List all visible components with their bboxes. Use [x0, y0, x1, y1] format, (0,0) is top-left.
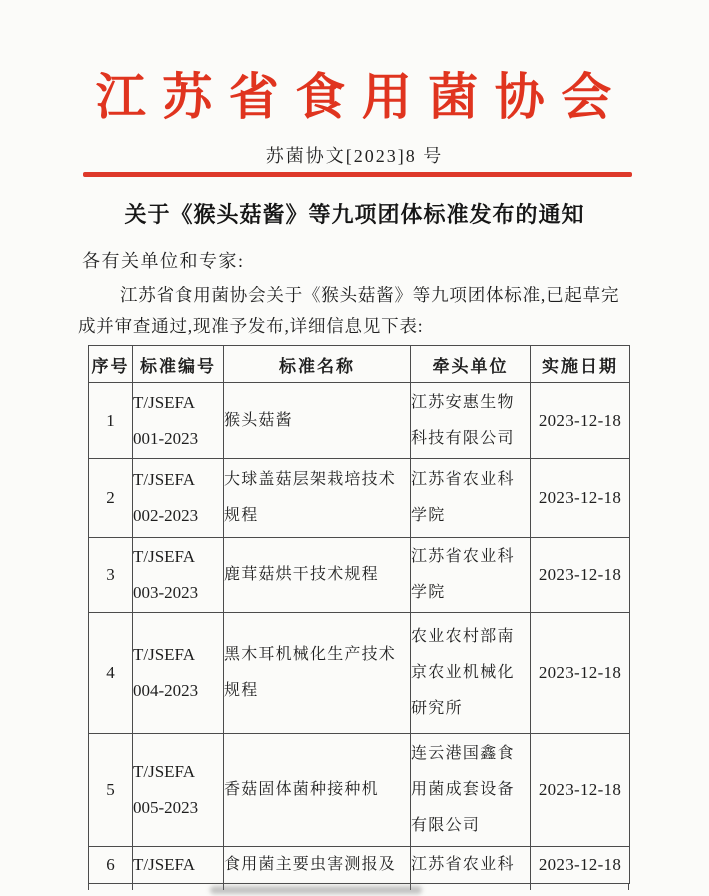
- standards-table: [88, 345, 630, 884]
- cell-serial-number: 4: [89, 613, 133, 734]
- cell-serial-number: 6: [89, 847, 133, 884]
- cell-standard-name: 黑木耳机械化生产技术规程: [224, 613, 411, 734]
- cell-serial-number: 5: [89, 734, 133, 847]
- cell-implementation-date: 2023-12-18: [531, 847, 630, 884]
- cell-lead-unit: 江苏安惠生物科技有限公司: [411, 383, 531, 459]
- body-paragraph: [78, 280, 638, 342]
- table-row: [89, 613, 630, 734]
- cell-serial-number: 2: [89, 459, 133, 538]
- cell-implementation-date: 2023-12-18: [531, 613, 630, 734]
- cell-standard-name: 鹿茸菇烘干技术规程: [224, 538, 411, 613]
- header-cell-name: 标准名称: [224, 346, 411, 383]
- cell-lead-unit: 江苏省农业科学院: [411, 459, 531, 538]
- standard-code-line2: 004-2023: [133, 681, 199, 700]
- table-row: [89, 459, 630, 538]
- header-cell-unit: 牵头单位: [411, 346, 531, 383]
- salutation: 各有关单位和专家:: [82, 251, 245, 271]
- org-title: 江 苏 省 食 用 菌 协 会: [95, 69, 614, 125]
- cell-standard-code: [133, 734, 224, 847]
- standard-code-line2: 003-2023: [133, 583, 199, 602]
- standard-code-line1: T/JSEFA: [133, 392, 196, 412]
- header-cell-no: 序号: [89, 346, 133, 383]
- cell-implementation-date: 2023-12-18: [531, 383, 630, 459]
- standard-code-line1: T/JSEFA: [133, 855, 196, 874]
- border-stub: [132, 883, 133, 890]
- cell-standard-code: [133, 847, 224, 884]
- cell-standard-name: 食用菌主要虫害测报及: [224, 847, 411, 884]
- cutoff-text-blur: [210, 886, 422, 894]
- standard-code-line1: T/JSEFA: [133, 547, 196, 566]
- cell-lead-unit: 连云港国鑫食用菌成套设备有限公司: [411, 734, 531, 847]
- cell-standard-name: 猴头菇酱: [224, 383, 411, 459]
- cell-standard-code: [133, 613, 224, 734]
- cell-implementation-date: 2023-12-18: [531, 459, 630, 538]
- cell-lead-unit: 江苏省农业科: [411, 847, 531, 884]
- cell-lead-unit: 江苏省农业科学院: [411, 538, 531, 613]
- body-line-2: 成并审查通过,现准予发布,详细信息见下表:: [78, 316, 424, 336]
- cell-standard-name: 大球盖菇层架栽培技术规程: [224, 459, 411, 538]
- cell-serial-number: 3: [89, 538, 133, 613]
- body-line-1: 江苏省食用菌协会关于《猴头菇酱》等九项团体标准,已起草完: [120, 285, 620, 305]
- table-row: [89, 538, 630, 613]
- border-stub: [88, 883, 89, 890]
- border-stub: [628, 883, 629, 890]
- cell-standard-code: [133, 459, 224, 538]
- standard-code-line2: 002-2023: [133, 506, 199, 525]
- cell-serial-number: 1: [89, 383, 133, 459]
- table-cutoff-strip: [88, 883, 629, 896]
- cell-implementation-date: 2023-12-18: [531, 734, 630, 847]
- notice-title: 关于《猴头菇酱》等九项团体标准发布的通知: [124, 202, 585, 227]
- cell-standard-name: 香菇固体菌种接种机: [224, 734, 411, 847]
- cell-standard-code: [133, 538, 224, 613]
- table-row: [89, 734, 630, 847]
- border-stub: [530, 883, 531, 890]
- header-cell-code: 标准编号: [133, 346, 224, 383]
- table-row: [89, 847, 630, 884]
- standard-code-line1: T/JSEFA: [133, 645, 196, 664]
- standard-code-line2: 001-2023: [133, 428, 199, 448]
- doc-number: 苏菌协文[2023]8 号: [265, 146, 444, 166]
- cell-standard-code: [133, 383, 224, 459]
- header-cell-date: 实施日期: [531, 346, 630, 383]
- standard-code-line2: 005-2023: [133, 798, 199, 817]
- cell-lead-unit: 农业农村部南京农业机械化研究所: [411, 613, 531, 734]
- standard-code-line1: T/JSEFA: [133, 762, 196, 781]
- standard-code-line1: T/JSEFA: [133, 470, 196, 489]
- table-row: [89, 383, 630, 459]
- red-divider-line: [83, 172, 632, 177]
- table-header-row: [89, 346, 630, 383]
- cell-implementation-date: 2023-12-18: [531, 538, 630, 613]
